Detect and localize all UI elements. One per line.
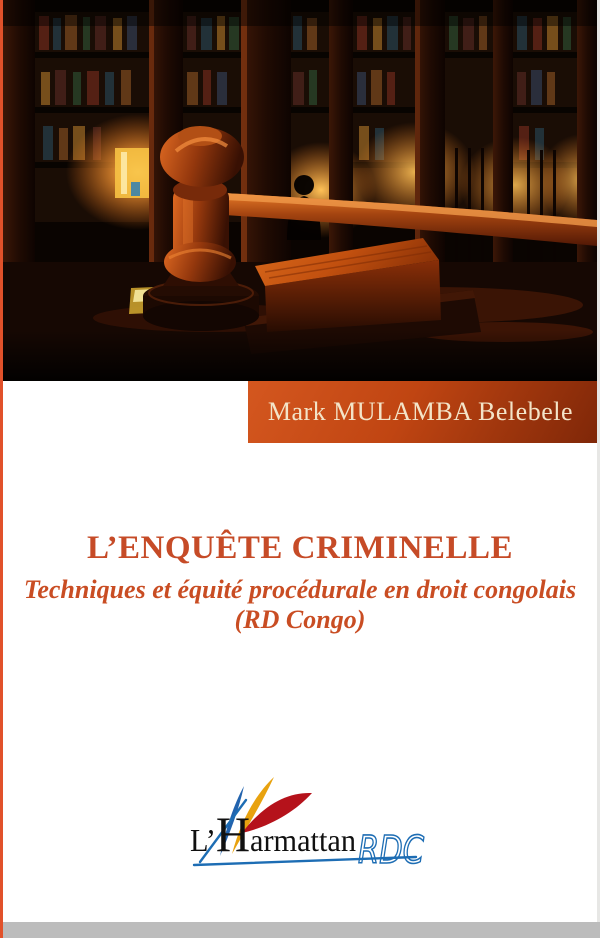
publisher-name-rest: armattan — [250, 822, 362, 858]
footer-bar — [0, 922, 600, 938]
left-accent-border — [0, 0, 3, 938]
publisher-prefix: L’ — [190, 822, 218, 858]
book-title: L’ENQUÊTE CRIMINELLE — [87, 530, 513, 566]
cover-photo-gavel-library — [3, 0, 597, 381]
title-block — [10, 530, 590, 635]
book-subtitle-line1: Techniques et équité procédurale en droit congolais — [23, 575, 577, 604]
publisher-region: RDC — [358, 828, 425, 870]
publisher-initial: H — [215, 806, 252, 862]
author-band — [248, 381, 597, 443]
author-name: Mark MULAMBA Belebele — [267, 397, 573, 426]
book-subtitle — [10, 575, 590, 635]
publisher-logo — [178, 766, 434, 870]
book-subtitle-line2: (RD Congo) — [234, 605, 366, 634]
bottom-vignette — [3, 330, 597, 381]
